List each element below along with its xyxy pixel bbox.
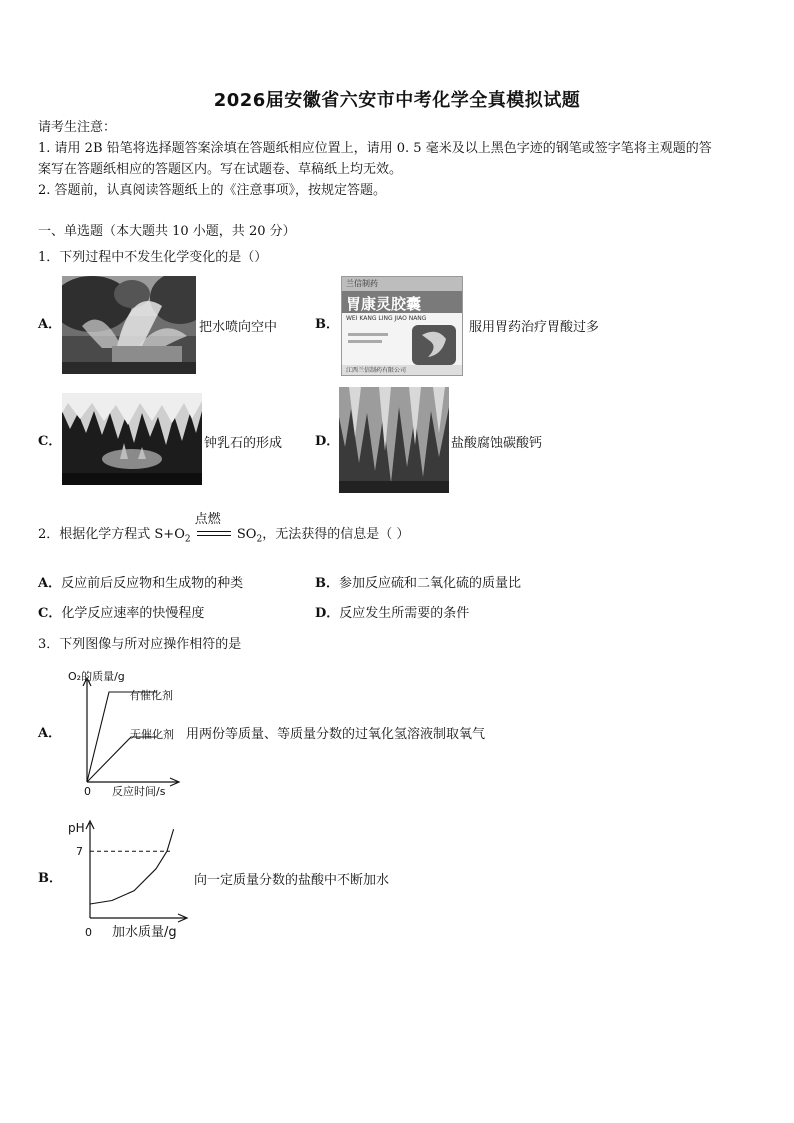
q3-option-a-text: 用两份等质量、等质量分数的过氧化氢溶液制取氧气 (186, 727, 486, 742)
q2-option-c: C．化学反应速率的快慢程度 (38, 606, 205, 621)
notice-item1-line2: 案写在答题纸相应的答题区内。写在试题卷、草稿纸上均无效。 (38, 162, 403, 177)
chart1-origin: 0 (84, 785, 91, 798)
q1-option-a-label: A． (38, 317, 62, 332)
chart-ph (60, 815, 190, 945)
q3-option-a-label: A． (38, 726, 62, 741)
q2-reaction-arrow (194, 511, 231, 542)
q1-option-a-text: 把水喷向空中 (199, 320, 278, 335)
stalactite-photo (62, 393, 202, 485)
notice-item1-line1: 1. 请用 2B 铅笔将选择题答案涂填在答题纸相应位置上，请用 0. 5 毫米及以上黑色字迹的钢笔或签字笔将主观题的答 (38, 141, 712, 156)
chart1-ylabel: O₂的质量/g (68, 670, 125, 683)
chart2-xlabel: 加水质量/g (112, 925, 177, 940)
fountain-photo (62, 276, 196, 374)
q2-stem (38, 511, 410, 551)
q2-stem-suffix: ，无法获得的信息是（ ） (262, 527, 410, 542)
notice-heading: 请考生注意： (38, 120, 117, 135)
chart1-series-label-catalyst: 有催化剂 (129, 689, 173, 702)
q2-option-d: D．反应发生所需要的条件 (315, 606, 470, 621)
chart2-ylabel: pH (68, 821, 85, 835)
q1-stem: 1．下列过程中不发生化学变化的是（） (38, 250, 268, 265)
chart1-series-1 (87, 737, 157, 782)
medicine-pinyin: WEI KANG LING JIAO NANG (346, 315, 427, 322)
q1-option-d-label: D． (315, 434, 340, 449)
q1-option-c-label: C． (38, 434, 62, 449)
medicine-maker: 江西兰信制药有限公司 (346, 367, 407, 374)
chart2-origin: 0 (85, 926, 92, 939)
chart2-reference-label: 7 (76, 845, 83, 859)
cave-photo (339, 387, 449, 493)
section-heading: 一、单选题（本大题共 10 小题，共 20 分） (38, 224, 296, 239)
notice-item2: 2. 答题前，认真阅读答题纸上的《注意事项》，按规定答题。 (38, 183, 387, 198)
q2-stem-prefix: 2．根据化学方程式 S+O (38, 527, 185, 542)
q2-product-subscript: 2 (256, 534, 263, 545)
q2-option-a: A．反应前后反应物和生成物的种类 (38, 576, 244, 591)
chart2-series-ph (90, 829, 174, 904)
q2-product: SO (236, 527, 257, 542)
medicine-box-image (341, 276, 463, 376)
medicine-brand: 兰信制药 (346, 279, 378, 288)
q2-o2-subscript: 2 (184, 534, 191, 545)
q1-option-b-text: 服用胃药治疗胃酸过多 (469, 320, 600, 335)
q1-option-d-text: 盐酸腐蚀碳酸钙 (451, 436, 543, 451)
q3-option-b-label: B． (38, 871, 62, 886)
q1-option-c-text: 钟乳石的形成 (204, 436, 283, 451)
medicine-name: 胃康灵胶囊 (346, 295, 422, 313)
chart1-xlabel: 反应时间/s (112, 785, 166, 798)
q3-stem: 3．下列图像与所对应操作相符的是 (38, 637, 242, 652)
q1-option-b-label: B． (315, 317, 339, 332)
q3-option-b-text: 向一定质量分数的盐酸中不断加水 (194, 873, 390, 888)
chart-oxygen-mass (60, 664, 190, 804)
q2-option-b: B．参加反应硫和二氧化硫的质量比 (315, 576, 522, 591)
page-title: 2026届安徽省六安市中考化学全真模拟试题 (213, 90, 581, 111)
chart1-series-label-no-catalyst: 无催化剂 (130, 728, 174, 741)
q2-condition: 点燃 (194, 511, 221, 527)
